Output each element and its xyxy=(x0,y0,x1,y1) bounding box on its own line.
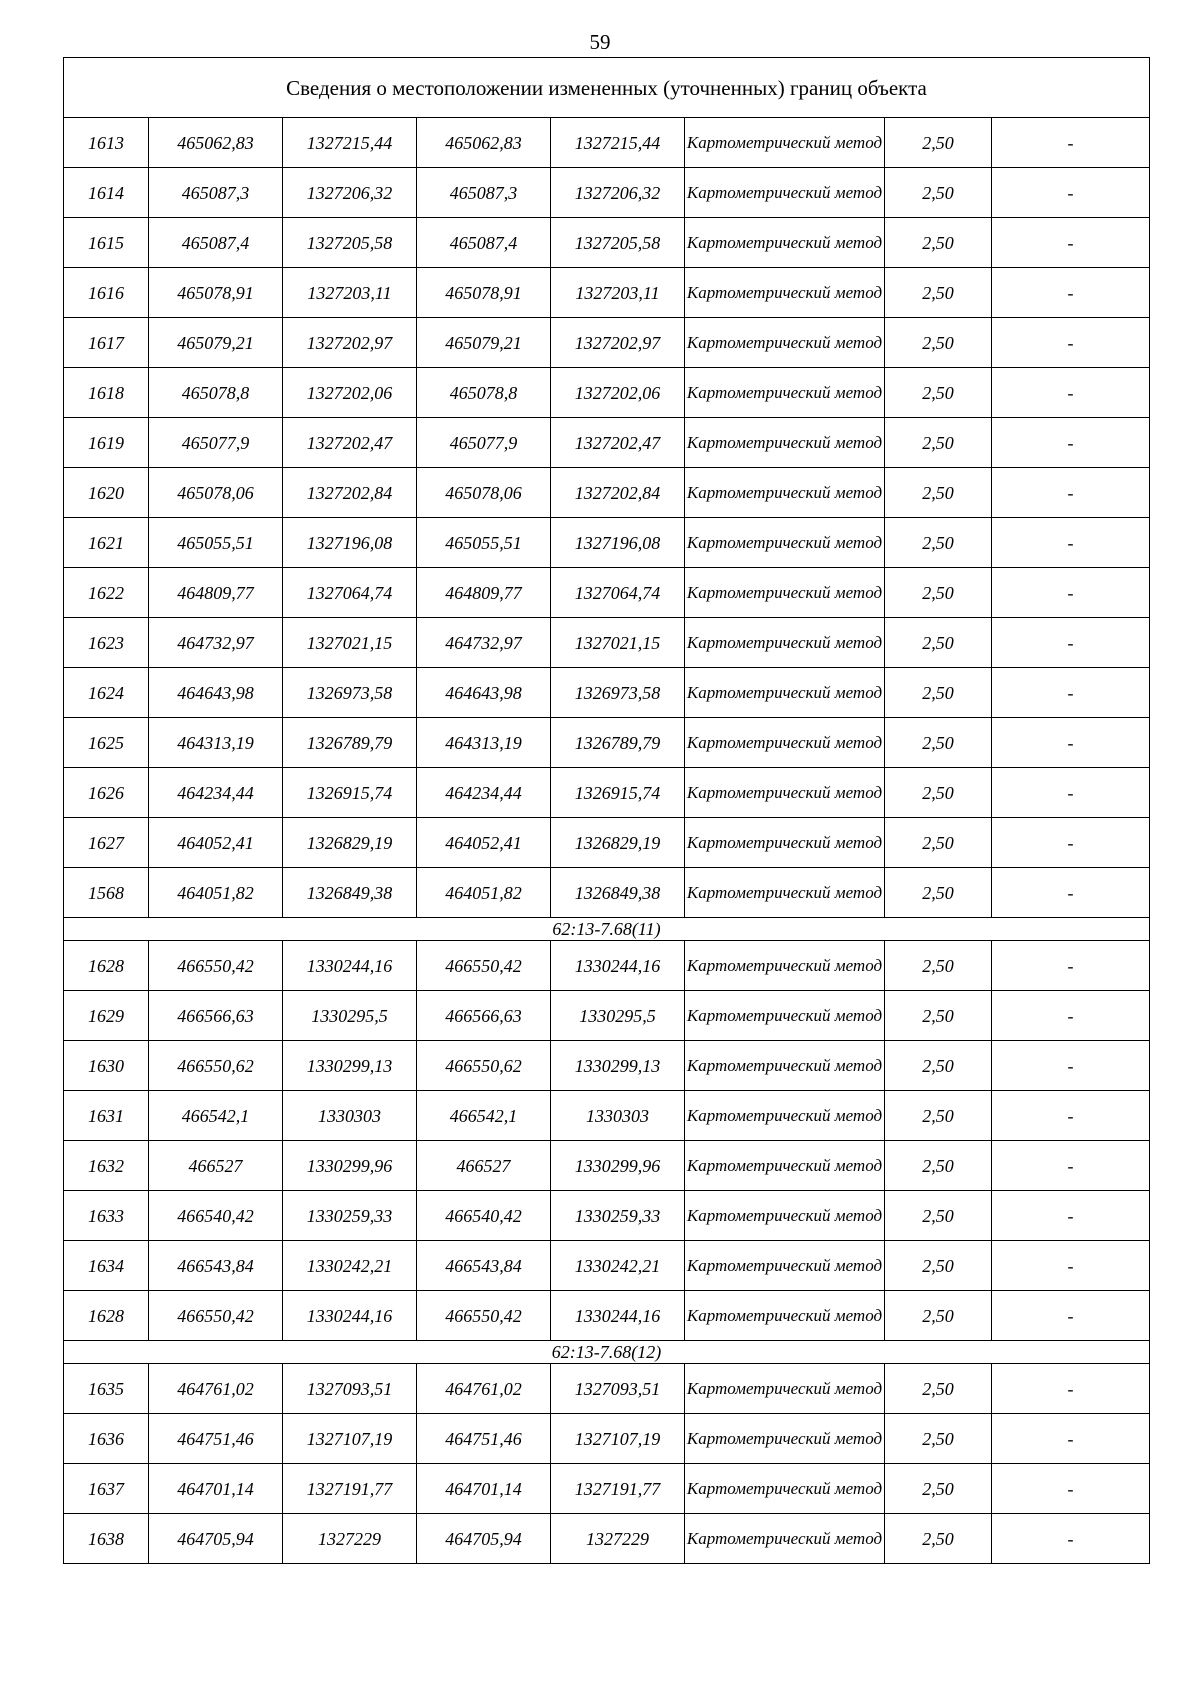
accuracy-cell: 2,50 xyxy=(885,818,992,868)
x-new-cell: 464234,44 xyxy=(417,768,551,818)
y-existing-cell: 1330299,96 xyxy=(283,1141,417,1191)
group-label: 62:13-7.68(12) xyxy=(64,1341,1150,1364)
notes-cell: - xyxy=(992,118,1150,168)
x-existing-cell: 466550,42 xyxy=(149,941,283,991)
notes-cell: - xyxy=(992,818,1150,868)
x-new-cell: 464643,98 xyxy=(417,668,551,718)
x-new-cell: 465077,9 xyxy=(417,418,551,468)
x-new-cell: 466566,63 xyxy=(417,991,551,1041)
group-label-row xyxy=(64,918,1150,941)
method-cell: Картометрический метод xyxy=(685,568,885,618)
accuracy-cell: 2,50 xyxy=(885,991,992,1041)
y-existing-cell: 1330242,21 xyxy=(283,1241,417,1291)
notes-cell: - xyxy=(992,268,1150,318)
table-row xyxy=(64,668,1150,718)
y-existing-cell: 1326849,38 xyxy=(283,868,417,918)
point-number-cell: 1622 xyxy=(64,568,149,618)
notes-cell: - xyxy=(992,168,1150,218)
accuracy-cell: 2,50 xyxy=(885,1464,992,1514)
y-existing-cell: 1327064,74 xyxy=(283,568,417,618)
x-existing-cell: 465077,9 xyxy=(149,418,283,468)
y-new-cell: 1330295,5 xyxy=(551,991,685,1041)
x-existing-cell: 465079,21 xyxy=(149,318,283,368)
table-row xyxy=(64,1414,1150,1464)
y-existing-cell: 1327215,44 xyxy=(283,118,417,168)
y-existing-cell: 1327021,15 xyxy=(283,618,417,668)
y-existing-cell: 1330259,33 xyxy=(283,1191,417,1241)
method-cell: Картометрический метод xyxy=(685,868,885,918)
table-row xyxy=(64,418,1150,468)
x-new-cell: 465078,8 xyxy=(417,368,551,418)
y-new-cell: 1327229 xyxy=(551,1514,685,1564)
x-existing-cell: 464052,41 xyxy=(149,818,283,868)
notes-cell: - xyxy=(992,868,1150,918)
point-number-cell: 1618 xyxy=(64,368,149,418)
notes-cell: - xyxy=(992,1464,1150,1514)
notes-cell: - xyxy=(992,468,1150,518)
method-cell: Картометрический метод xyxy=(685,1514,885,1564)
point-number-cell: 1623 xyxy=(64,618,149,668)
notes-cell: - xyxy=(992,368,1150,418)
y-new-cell: 1327093,51 xyxy=(551,1364,685,1414)
table-row xyxy=(64,818,1150,868)
accuracy-cell: 2,50 xyxy=(885,1291,992,1341)
x-new-cell: 465087,3 xyxy=(417,168,551,218)
point-number-cell: 1630 xyxy=(64,1041,149,1091)
x-new-cell: 464705,94 xyxy=(417,1514,551,1564)
method-cell: Картометрический метод xyxy=(685,368,885,418)
accuracy-cell: 2,50 xyxy=(885,768,992,818)
x-existing-cell: 465078,91 xyxy=(149,268,283,318)
notes-cell: - xyxy=(992,518,1150,568)
y-existing-cell: 1330244,16 xyxy=(283,941,417,991)
x-existing-cell: 465055,51 xyxy=(149,518,283,568)
x-new-cell: 464051,82 xyxy=(417,868,551,918)
y-new-cell: 1326973,58 xyxy=(551,668,685,718)
y-existing-cell: 1327203,11 xyxy=(283,268,417,318)
accuracy-cell: 2,50 xyxy=(885,1241,992,1291)
y-new-cell: 1327205,58 xyxy=(551,218,685,268)
y-existing-cell: 1327202,97 xyxy=(283,318,417,368)
method-cell: Картометрический метод xyxy=(685,1291,885,1341)
x-new-cell: 464751,46 xyxy=(417,1414,551,1464)
point-number-cell: 1568 xyxy=(64,868,149,918)
x-new-cell: 464052,41 xyxy=(417,818,551,868)
accuracy-cell: 2,50 xyxy=(885,118,992,168)
notes-cell: - xyxy=(992,618,1150,668)
notes-cell: - xyxy=(992,718,1150,768)
x-new-cell: 466550,42 xyxy=(417,1291,551,1341)
y-existing-cell: 1327202,84 xyxy=(283,468,417,518)
x-existing-cell: 464751,46 xyxy=(149,1414,283,1464)
y-new-cell: 1330244,16 xyxy=(551,1291,685,1341)
notes-cell: - xyxy=(992,418,1150,468)
notes-cell: - xyxy=(992,991,1150,1041)
method-cell: Картометрический метод xyxy=(685,1091,885,1141)
notes-cell: - xyxy=(992,318,1150,368)
x-new-cell: 465062,83 xyxy=(417,118,551,168)
x-new-cell: 464701,14 xyxy=(417,1464,551,1514)
y-new-cell: 1326829,19 xyxy=(551,818,685,868)
table-row xyxy=(64,1091,1150,1141)
table-row xyxy=(64,1241,1150,1291)
notes-cell: - xyxy=(992,1041,1150,1091)
y-new-cell: 1330299,96 xyxy=(551,1141,685,1191)
method-cell: Картометрический метод xyxy=(685,518,885,568)
notes-cell: - xyxy=(992,1241,1150,1291)
notes-cell: - xyxy=(992,1414,1150,1464)
method-cell: Картометрический метод xyxy=(685,1464,885,1514)
method-cell: Картометрический метод xyxy=(685,168,885,218)
notes-cell: - xyxy=(992,1291,1150,1341)
table-row xyxy=(64,991,1150,1041)
y-existing-cell: 1326973,58 xyxy=(283,668,417,718)
point-number-cell: 1637 xyxy=(64,1464,149,1514)
accuracy-cell: 2,50 xyxy=(885,518,992,568)
x-existing-cell: 465062,83 xyxy=(149,118,283,168)
accuracy-cell: 2,50 xyxy=(885,168,992,218)
method-cell: Картометрический метод xyxy=(685,1241,885,1291)
y-new-cell: 1327021,15 xyxy=(551,618,685,668)
point-number-cell: 1631 xyxy=(64,1091,149,1141)
point-number-cell: 1615 xyxy=(64,218,149,268)
y-existing-cell: 1327202,06 xyxy=(283,368,417,418)
method-cell: Картометрический метод xyxy=(685,318,885,368)
accuracy-cell: 2,50 xyxy=(885,941,992,991)
x-new-cell: 465079,21 xyxy=(417,318,551,368)
table-row xyxy=(64,568,1150,618)
point-number-cell: 1629 xyxy=(64,991,149,1041)
y-new-cell: 1327196,08 xyxy=(551,518,685,568)
accuracy-cell: 2,50 xyxy=(885,1191,992,1241)
method-cell: Картометрический метод xyxy=(685,1364,885,1414)
x-new-cell: 466540,42 xyxy=(417,1191,551,1241)
point-number-cell: 1628 xyxy=(64,1291,149,1341)
accuracy-cell: 2,50 xyxy=(885,268,992,318)
x-existing-cell: 464701,14 xyxy=(149,1464,283,1514)
method-cell: Картометрический метод xyxy=(685,618,885,668)
point-number-cell: 1620 xyxy=(64,468,149,518)
y-existing-cell: 1330295,5 xyxy=(283,991,417,1041)
accuracy-cell: 2,50 xyxy=(885,318,992,368)
table-body xyxy=(64,58,1150,1564)
y-new-cell: 1327203,11 xyxy=(551,268,685,318)
accuracy-cell: 2,50 xyxy=(885,568,992,618)
method-cell: Картометрический метод xyxy=(685,268,885,318)
table-row xyxy=(64,268,1150,318)
method-cell: Картометрический метод xyxy=(685,468,885,518)
x-existing-cell: 466543,84 xyxy=(149,1241,283,1291)
accuracy-cell: 2,50 xyxy=(885,1041,992,1091)
method-cell: Картометрический метод xyxy=(685,1141,885,1191)
notes-cell: - xyxy=(992,1514,1150,1564)
y-new-cell: 1327202,06 xyxy=(551,368,685,418)
method-cell: Картометрический метод xyxy=(685,818,885,868)
table-row xyxy=(64,1191,1150,1241)
x-existing-cell: 466550,42 xyxy=(149,1291,283,1341)
x-new-cell: 465078,91 xyxy=(417,268,551,318)
accuracy-cell: 2,50 xyxy=(885,218,992,268)
y-new-cell: 1326849,38 xyxy=(551,868,685,918)
point-number-cell: 1636 xyxy=(64,1414,149,1464)
y-existing-cell: 1327205,58 xyxy=(283,218,417,268)
y-new-cell: 1330244,16 xyxy=(551,941,685,991)
notes-cell: - xyxy=(992,1091,1150,1141)
x-new-cell: 464732,97 xyxy=(417,618,551,668)
x-new-cell: 466542,1 xyxy=(417,1091,551,1141)
table-row xyxy=(64,1141,1150,1191)
x-existing-cell: 464051,82 xyxy=(149,868,283,918)
table-row xyxy=(64,318,1150,368)
table-row xyxy=(64,718,1150,768)
notes-cell: - xyxy=(992,668,1150,718)
method-cell: Картометрический метод xyxy=(685,941,885,991)
x-existing-cell: 465078,8 xyxy=(149,368,283,418)
x-existing-cell: 465078,06 xyxy=(149,468,283,518)
accuracy-cell: 2,50 xyxy=(885,1514,992,1564)
x-existing-cell: 465087,4 xyxy=(149,218,283,268)
table-row xyxy=(64,218,1150,268)
table-row xyxy=(64,518,1150,568)
page-number: 59 xyxy=(589,30,611,54)
table-row xyxy=(64,768,1150,818)
point-number-cell: 1613 xyxy=(64,118,149,168)
point-number-cell: 1616 xyxy=(64,268,149,318)
accuracy-cell: 2,50 xyxy=(885,868,992,918)
point-number-cell: 1635 xyxy=(64,1364,149,1414)
x-existing-cell: 464643,98 xyxy=(149,668,283,718)
method-cell: Картометрический метод xyxy=(685,991,885,1041)
notes-cell: - xyxy=(992,1141,1150,1191)
y-existing-cell: 1327206,32 xyxy=(283,168,417,218)
table-row xyxy=(64,368,1150,418)
table-row xyxy=(64,168,1150,218)
method-cell: Картометрический метод xyxy=(685,668,885,718)
x-existing-cell: 464732,97 xyxy=(149,618,283,668)
x-existing-cell: 465087,3 xyxy=(149,168,283,218)
x-existing-cell: 466527 xyxy=(149,1141,283,1191)
table-row xyxy=(64,1514,1150,1564)
accuracy-cell: 2,50 xyxy=(885,468,992,518)
point-number-cell: 1625 xyxy=(64,718,149,768)
point-number-cell: 1617 xyxy=(64,318,149,368)
table-row xyxy=(64,1041,1150,1091)
point-number-cell: 1621 xyxy=(64,518,149,568)
method-cell: Картометрический метод xyxy=(685,1191,885,1241)
y-existing-cell: 1326829,19 xyxy=(283,818,417,868)
method-cell: Картометрический метод xyxy=(685,768,885,818)
x-existing-cell: 464809,77 xyxy=(149,568,283,618)
x-existing-cell: 464761,02 xyxy=(149,1364,283,1414)
y-new-cell: 1327202,47 xyxy=(551,418,685,468)
x-new-cell: 466527 xyxy=(417,1141,551,1191)
notes-cell: - xyxy=(992,568,1150,618)
table-title-row xyxy=(64,58,1150,118)
point-number-cell: 1627 xyxy=(64,818,149,868)
x-new-cell: 464809,77 xyxy=(417,568,551,618)
y-new-cell: 1326789,79 xyxy=(551,718,685,768)
table-row xyxy=(64,468,1150,518)
table-row xyxy=(64,1291,1150,1341)
method-cell: Картометрический метод xyxy=(685,218,885,268)
table-row xyxy=(64,1464,1150,1514)
point-number-cell: 1624 xyxy=(64,668,149,718)
y-existing-cell: 1327191,77 xyxy=(283,1464,417,1514)
point-number-cell: 1638 xyxy=(64,1514,149,1564)
x-existing-cell: 466566,63 xyxy=(149,991,283,1041)
point-number-cell: 1619 xyxy=(64,418,149,468)
notes-cell: - xyxy=(992,941,1150,991)
x-new-cell: 466550,42 xyxy=(417,941,551,991)
accuracy-cell: 2,50 xyxy=(885,618,992,668)
y-new-cell: 1330303 xyxy=(551,1091,685,1141)
accuracy-cell: 2,50 xyxy=(885,1364,992,1414)
y-new-cell: 1330242,21 xyxy=(551,1241,685,1291)
notes-cell: - xyxy=(992,1364,1150,1414)
x-existing-cell: 466540,42 xyxy=(149,1191,283,1241)
x-existing-cell: 464313,19 xyxy=(149,718,283,768)
method-cell: Картометрический метод xyxy=(685,1041,885,1091)
point-number-cell: 1632 xyxy=(64,1141,149,1191)
table-row xyxy=(64,118,1150,168)
y-existing-cell: 1327093,51 xyxy=(283,1364,417,1414)
y-new-cell: 1327107,19 xyxy=(551,1414,685,1464)
accuracy-cell: 2,50 xyxy=(885,1091,992,1141)
y-new-cell: 1327064,74 xyxy=(551,568,685,618)
accuracy-cell: 2,50 xyxy=(885,418,992,468)
accuracy-cell: 2,50 xyxy=(885,368,992,418)
table-row xyxy=(64,868,1150,918)
y-new-cell: 1326915,74 xyxy=(551,768,685,818)
table-row xyxy=(64,618,1150,668)
accuracy-cell: 2,50 xyxy=(885,1141,992,1191)
y-new-cell: 1327206,32 xyxy=(551,168,685,218)
y-existing-cell: 1326789,79 xyxy=(283,718,417,768)
x-existing-cell: 466550,62 xyxy=(149,1041,283,1091)
y-new-cell: 1330299,13 xyxy=(551,1041,685,1091)
point-number-cell: 1614 xyxy=(64,168,149,218)
group-label-row xyxy=(64,1341,1150,1364)
table-row xyxy=(64,1364,1150,1414)
y-new-cell: 1330259,33 xyxy=(551,1191,685,1241)
y-existing-cell: 1330244,16 xyxy=(283,1291,417,1341)
y-new-cell: 1327202,97 xyxy=(551,318,685,368)
x-new-cell: 466550,62 xyxy=(417,1041,551,1091)
x-new-cell: 465087,4 xyxy=(417,218,551,268)
method-cell: Картометрический метод xyxy=(685,1414,885,1464)
x-existing-cell: 464705,94 xyxy=(149,1514,283,1564)
notes-cell: - xyxy=(992,218,1150,268)
x-new-cell: 465078,06 xyxy=(417,468,551,518)
y-new-cell: 1327215,44 xyxy=(551,118,685,168)
boundary-coordinates-table xyxy=(63,57,1150,1564)
method-cell: Картометрический метод xyxy=(685,418,885,468)
method-cell: Картометрический метод xyxy=(685,718,885,768)
table-title: Сведения о местоположении измененных (уточненных) границ объекта xyxy=(64,58,1150,118)
point-number-cell: 1633 xyxy=(64,1191,149,1241)
accuracy-cell: 2,50 xyxy=(885,718,992,768)
y-existing-cell: 1327196,08 xyxy=(283,518,417,568)
y-existing-cell: 1327107,19 xyxy=(283,1414,417,1464)
notes-cell: - xyxy=(992,1191,1150,1241)
y-existing-cell: 1330303 xyxy=(283,1091,417,1141)
accuracy-cell: 2,50 xyxy=(885,1414,992,1464)
y-new-cell: 1327202,84 xyxy=(551,468,685,518)
x-new-cell: 466543,84 xyxy=(417,1241,551,1291)
x-new-cell: 465055,51 xyxy=(417,518,551,568)
y-existing-cell: 1326915,74 xyxy=(283,768,417,818)
y-existing-cell: 1327229 xyxy=(283,1514,417,1564)
point-number-cell: 1628 xyxy=(64,941,149,991)
x-new-cell: 464313,19 xyxy=(417,718,551,768)
table-row xyxy=(64,941,1150,991)
y-existing-cell: 1327202,47 xyxy=(283,418,417,468)
accuracy-cell: 2,50 xyxy=(885,668,992,718)
y-new-cell: 1327191,77 xyxy=(551,1464,685,1514)
x-existing-cell: 464234,44 xyxy=(149,768,283,818)
point-number-cell: 1634 xyxy=(64,1241,149,1291)
x-existing-cell: 466542,1 xyxy=(149,1091,283,1141)
y-existing-cell: 1330299,13 xyxy=(283,1041,417,1091)
method-cell: Картометрический метод xyxy=(685,118,885,168)
point-number-cell: 1626 xyxy=(64,768,149,818)
x-new-cell: 464761,02 xyxy=(417,1364,551,1414)
notes-cell: - xyxy=(992,768,1150,818)
group-label: 62:13-7.68(11) xyxy=(64,918,1150,941)
